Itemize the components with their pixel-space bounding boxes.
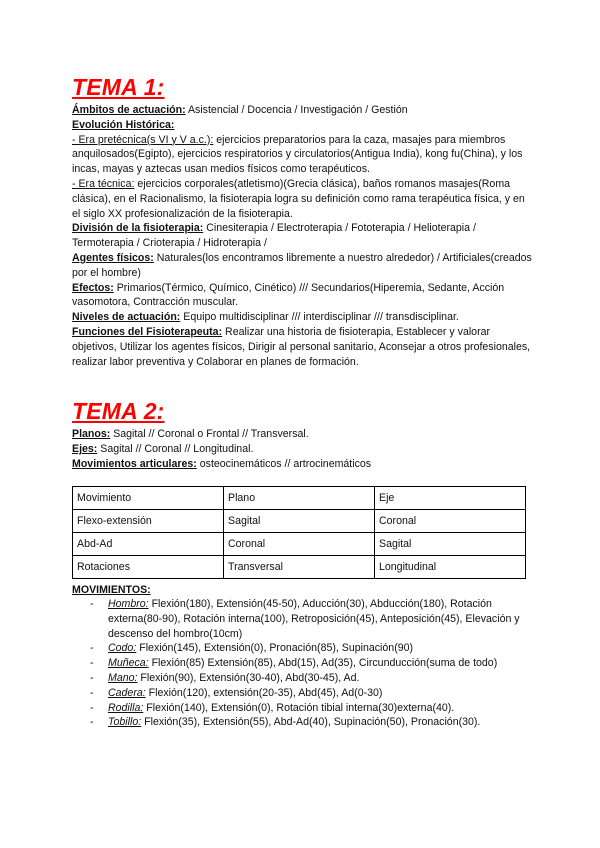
efectos-paragraph [72,281,532,311]
joint-name: Muñeca: [108,657,149,670]
agentes-paragraph [72,251,532,281]
joint-values: Flexión(140), Extensión(0), Rotación tibial interna(30)externa(40). [143,701,455,714]
evolucion-heading: Evolución Histórica: [72,118,175,131]
list-item: - Cadera: Flexión(120), extensión(20-35), Abd(45), Ad(0-30) [90,686,383,699]
niveles-text: Equipo multidisciplinar /// interdisciplinar /// transdisciplinar. [180,311,459,324]
list-item: - Muñeca: Flexión(85) Extensión(85), Abd(15), Ad(35), Circunducción(suma de todo) [90,657,498,670]
ambitos-label: Ámbitos de actuación: [72,104,186,116]
table-cell: Sagital [224,510,375,533]
table-cell: Sagital [375,533,526,556]
table-row [73,510,526,533]
joint-name: Cadera: [108,686,146,699]
movart-line [72,457,532,472]
tema2-content [72,427,532,471]
table-cell: Abd-Ad [73,533,224,556]
joint-values: Flexión(145), Extensión(0), Pronación(85), Supinación(90) [136,642,414,655]
niveles-paragraph [72,310,532,325]
joint-name: Rodilla: [108,701,144,714]
tema1-title: TEMA 1: [72,74,165,100]
era-tecnica-label: - Era técnica: [72,177,135,190]
era-tecnica-paragraph [72,177,532,221]
movimientos-heading: MOVIMIENTOS: [72,584,151,596]
tema1-content [72,103,532,369]
era-pretecnica-paragraph [72,133,532,177]
funciones-label: Funciones del Fisioterapeuta: [72,325,223,338]
division-text: Cinesiterapia / Electroterapia / Fototerapia / Helioterapia / Termoterapia / Crioterapia / Hidroterapia / [72,222,476,250]
table-header-cell: Plano [224,487,375,510]
joint-name: Mano: [108,671,138,684]
joint-name: Tobillo: [108,716,142,729]
joint-name: Hombro: [108,598,149,610]
era-pretecnica-text: ejercicios preparatorios para la caza, masajes para miembros anquilosados(Egipto), ejercicios respiratorios y circulatorios(Antigua India), kong fu(China), y los incas, mayas y aztecas usan medios físicos como terapéuticos. [72,133,523,176]
table-header-cell: Movimiento [73,487,224,510]
list-item: - Hombro: Flexión(180), Extensión(45-50), Aducción(30), Abducción(180), Rotación externa(80-90), Rotación interna(100), Retroposición(45), Anteposición(45), Elevación y descenso del hombro(10cm) [90,598,520,640]
list-item: - Mano: Flexión(90), Extensión(30-40), Abd(30-45), Ad. [90,671,360,684]
funciones-text: Realizar una historia de fisioterapia, Establecer y valorar objetivos, Utilizar los agentes físicos, Dirigir al personal sanitario, Aconsejar a otros profesionales, realizar labor preventiva y Colaborar en planes de formación. [72,325,531,368]
table-cell: Transversal [224,556,375,579]
efectos-text: Primarios(Térmico, Químico, Cinético) /// Secundarios(Hiperemia, Sedante, Acción vasomotora, Contracción muscular. [72,281,505,309]
list-item: - Rodilla: Flexión(140), Extensión(0), Rotación tibial interna(30)externa(40). [90,701,455,714]
joint-values: Flexión(180), Extensión(45-50), Aducción(30), Abducción(180), Rotación externa(80-90), Rotación interna(100), Retroposición(45), Anteposición(45), Elevación y descenso del hombro(10cm) [108,598,520,640]
ejes-line [72,442,532,457]
table-row [73,556,526,579]
joint-values: Flexión(85) Extensión(85), Abd(15), Ad(35), Circunducción(suma de todo) [148,657,498,670]
funciones-paragraph [72,325,532,369]
era-pretecnica-label: - Era pretécnica(s VI y V a.c.): [72,133,214,146]
table-header-cell: Eje [375,487,526,510]
efectos-label: Efectos: [72,281,114,294]
movart-label: Movimientos articulares: [72,457,197,470]
table-cell: Rotaciones [73,556,224,579]
division-label: División de la fisioterapia: [72,222,204,235]
table-cell: Coronal [375,510,526,533]
planos-text: Sagital // Coronal o Frontal // Transversal. [110,428,309,440]
table-cell: Longitudinal [375,556,526,579]
movimientos-list [72,597,532,730]
list-item: - Tobillo: Flexión(35), Extensión(55), Abd-Ad(40), Supinación(50), Pronación(30). [90,716,481,729]
planos-line [72,427,532,442]
joint-values: Flexión(120), extensión(20-35), Abd(45), Ad(0-30) [145,686,383,699]
planos-label: Planos: [72,428,111,440]
joint-values: Flexión(35), Extensión(55), Abd-Ad(40), Supinación(50), Pronación(30). [141,716,481,729]
division-paragraph [72,221,532,251]
movart-text: osteocinemáticos // artrocinemáticos [196,457,372,470]
list-item: - Codo: Flexión(145), Extensión(0), Pronación(85), Supinación(90) [90,642,414,655]
ejes-text: Sagital // Coronal // Longitudinal. [97,442,254,455]
joint-name: Codo: [108,642,137,655]
tema2-title: TEMA 2: [72,398,165,424]
ambitos-text: Asistencial / Docencia / Investigación / Gestión [185,104,408,116]
ambitos-line [72,103,532,118]
agentes-text: Naturales(los encontramos libremente a nuestro alrededor) / Artificiales(creados por el hombre) [72,251,532,279]
movement-table [72,486,526,579]
table-header-row [73,487,526,510]
table-cell: Coronal [224,533,375,556]
joint-values: Flexión(90), Extensión(30-40), Abd(30-45), Ad. [137,671,360,684]
table-row [73,533,526,556]
era-tecnica-text: ejercicios corporales(atletismo)(Grecia clásica), baños romanos masajes(Roma clásica), en el Racionalismo, la fisioterapia logra su definición como rama terapéutica física, y en el siglo XX profesionalización de la fisioterapia. [72,177,525,220]
agentes-label: Agentes físicos: [72,251,154,264]
ejes-label: Ejes: [72,442,98,455]
table-cell: Flexo-extensión [73,510,224,533]
niveles-label: Niveles de actuación: [72,311,181,324]
